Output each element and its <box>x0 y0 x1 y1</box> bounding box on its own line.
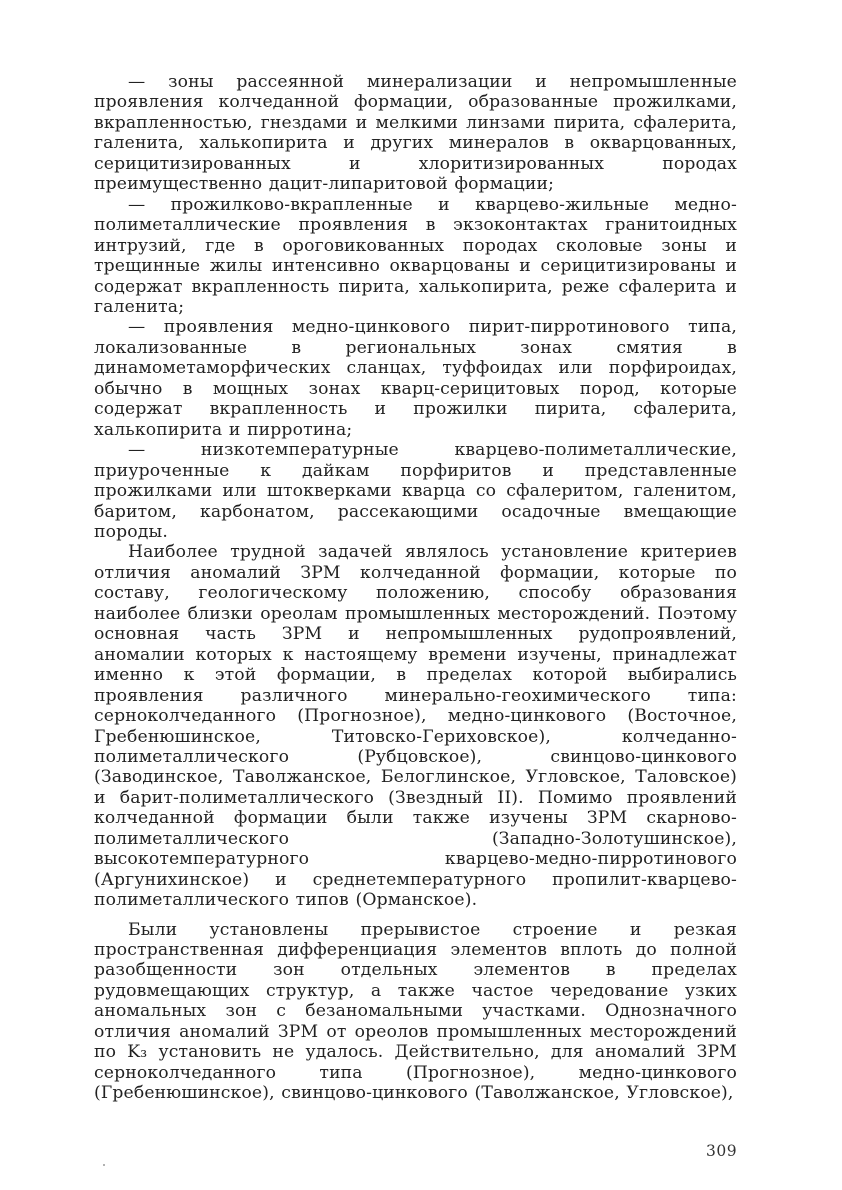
page-body <box>94 72 737 1104</box>
scan-speck <box>103 1164 105 1166</box>
page-number: 309 <box>706 1142 738 1160</box>
paragraph-structure: Были установлены прерывистое строение и резкая пространственная дифференциация элементов вплоть до полной разобщенности зон отдельных элементов в пределах рудовмещающих структур, а также частое чередование узких аномальных зон с безаномальными участками. Однозначного отличия аномалий ЗРМ от ореолов промышленных месторождений по K₃ установить не удалось. Действительно, для аномалий ЗРМ серноколчеданного типа (Прогнозное), медно-цинкового (Гребенюшинское), свинцово-цинкового (Таволжанское, Угловское), <box>94 919 737 1104</box>
list-item-dispersed-mineralization: — зоны рассеянной минерализации и непромышленные проявления колчеданной формации, образованные прожилками, вкрапленностью, гнездами и мелкими линзами пирита, сфалерита, галенита, халькопирита и других минералов в окварцованных, серицитизированных и хлоритизированных породах преимущественно дацит-липаритовой формации; <box>94 72 737 195</box>
list-item-veinlet-disseminated: — прожилково-вкрапленные и кварцево-жильные медно-полиметаллические проявления в экзоконтактах гранитоидных интрузий, где в ороговикованных породах сколовые зоны и трещинные жилы интенсивно окварцованы и серицитизированы и содержат вкрапленность пирита, халькопирита, реже сфалерита и галенита; <box>94 194 737 317</box>
paragraph-criteria: Наиболее трудной задачей являлось установление критериев отличия аномалий ЗРМ колчеданной формации, которые по составу, геологическому положению, способу образования наиболее близки ореолам промышленных месторождений. Поэтому основная часть ЗРМ и непромышленных рудопроявлений, аномалии которых к настоящему времени изучены, принадлежат именно к этой формации, в пределах которой выбирались проявления различного минерально-геохимического типа: серноколчеданного (Прогнозное), медно-цинкового (Восточное, Гребенюшинское, Титовско-Гериховское), колчеданно-полиметаллического (Рубцовское), свинцово-цинкового (Заводинское, Таволжанское, Белоглинское, Угловское, Таловское) и барит-полиметаллического (Звездный II). Помимо проявлений колчеданной формации были также изучены ЗРМ скарново-полиметаллического (Западно-Золотушинское), высокотемпературного кварцево-медно-пирротинового (Аргунихинское) и среднетемпературного пропилит-кварцево-полиметаллического типов (Орманское). <box>94 542 737 911</box>
list-item-low-temperature: — низкотемпературные кварцево-полиметаллические, приуроченные к дайкам порфиритов и представленные прожилками или штокверками кварца со сфалеритом, галенитом, баритом, карбонатом, рассекающими осадочные вмещающие породы. <box>94 440 737 542</box>
list-item-copper-zinc-pyrite: — проявления медно-цинкового пирит-пирротинового типа, локализованные в региональных зонах смятия в динамометаморфических сланцах, туффоидах или порфироидах, обычно в мощных зонах кварц-серицитовых пород, которые содержат вкрапленность и прожилки пирита, сфалерита, халькопирита и пирротина; <box>94 317 737 440</box>
